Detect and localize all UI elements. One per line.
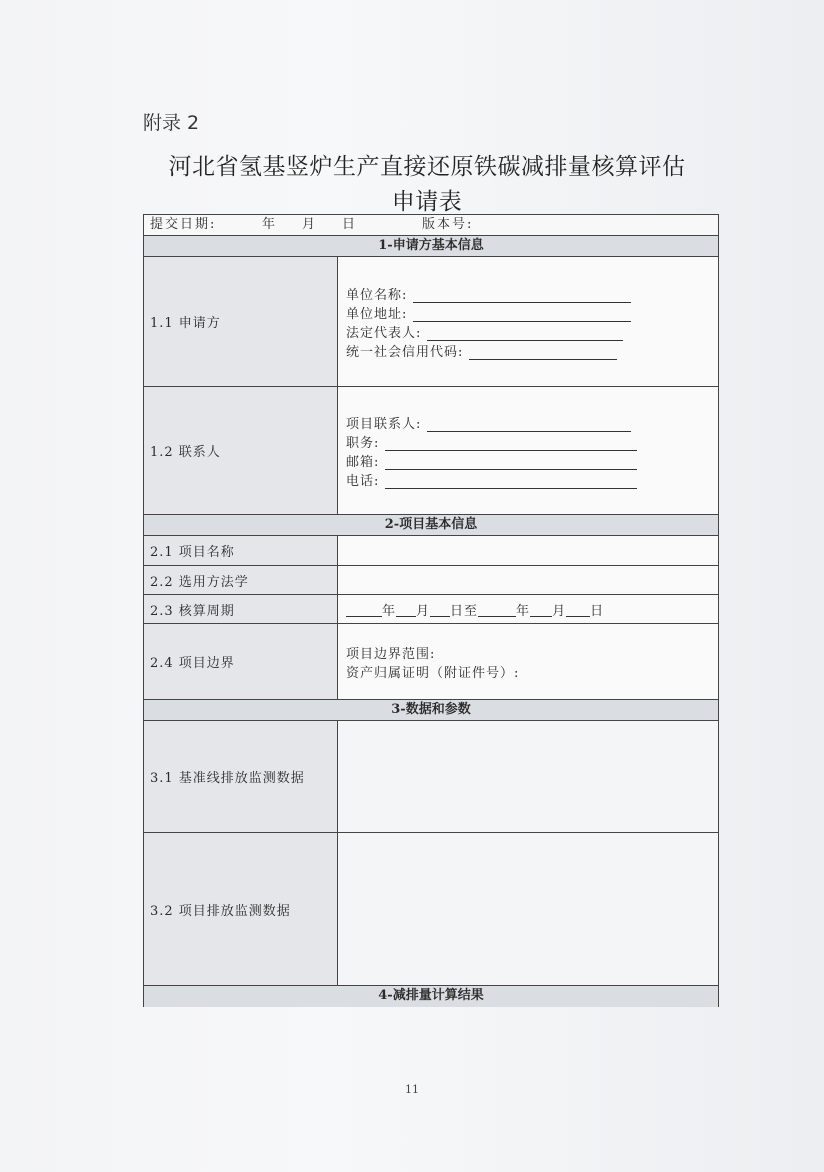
version-label: 版本号: (422, 217, 474, 232)
applicant-row (144, 257, 718, 387)
start-month-blank[interactable] (396, 602, 416, 617)
section-header-3: 3-数据和参数 (144, 700, 718, 721)
project-boundary-cell[interactable] (338, 624, 718, 699)
section-header-1: 1-申请方基本信息 (144, 236, 718, 257)
contact-fields-cell (338, 387, 718, 514)
page-number: 11 (405, 1083, 419, 1096)
contact-person-blank[interactable] (427, 418, 631, 432)
position-field[interactable]: 职务: (346, 432, 637, 451)
project-boundary-row (144, 624, 718, 700)
org-address-field[interactable]: 单位地址: (346, 303, 631, 322)
project-emission-label: 3.2 项目排放监测数据 (144, 833, 338, 985)
project-name-row (144, 536, 718, 566)
contact-label: 1.2 联系人 (144, 387, 338, 514)
email-blank[interactable] (385, 456, 637, 470)
submit-date-label: 提交日期: (150, 217, 217, 232)
end-month-blank[interactable] (530, 602, 552, 617)
accounting-period-cell: 年 月 日至 年 月 日 (338, 595, 718, 623)
org-address-blank[interactable] (413, 308, 631, 322)
contact-row (144, 387, 718, 515)
org-name-blank[interactable] (413, 289, 631, 303)
project-emission-row (144, 833, 718, 986)
baseline-data-row (144, 721, 718, 833)
asset-ownership-field: 资产归属证明（附证件号）: (346, 665, 520, 681)
legal-rep-blank[interactable] (427, 327, 623, 341)
methodology-label: 2.2 选用方法学 (144, 566, 338, 594)
appendix-label: 附录 2 (143, 112, 200, 134)
email-field[interactable]: 邮箱: (346, 451, 637, 470)
methodology-input[interactable] (338, 566, 718, 594)
phone-field[interactable]: 电话: (346, 470, 637, 489)
accounting-period-label: 2.3 核算周期 (144, 595, 338, 623)
start-year-blank[interactable] (346, 602, 382, 617)
form-title-line2: 申请表 (391, 189, 463, 215)
project-name-label: 2.1 项目名称 (144, 536, 338, 565)
credit-code-blank[interactable] (469, 346, 617, 360)
accounting-period-row (144, 595, 718, 624)
credit-code-field[interactable]: 统一社会信用代码: (346, 341, 631, 360)
section-header-4: 4-减排量计算结果 (144, 986, 718, 1007)
date-month-label: 月 (302, 217, 318, 232)
header-row (144, 215, 718, 236)
contact-person-field[interactable]: 项目联系人: (346, 413, 637, 432)
applicant-label: 1.1 申请方 (144, 257, 338, 386)
date-day-label: 日 (342, 217, 358, 232)
position-blank[interactable] (385, 437, 637, 451)
boundary-scope-field: 项目边界范围: (346, 646, 436, 662)
date-year-label: 年 (262, 217, 278, 232)
end-year-blank[interactable] (478, 602, 516, 617)
legal-rep-field[interactable]: 法定代表人: (346, 322, 631, 341)
applicant-fields-cell (338, 257, 718, 386)
baseline-data-label: 3.1 基准线排放监测数据 (144, 721, 338, 832)
phone-blank[interactable] (385, 475, 637, 489)
start-day-blank[interactable] (430, 602, 450, 617)
end-day-blank[interactable] (566, 602, 590, 617)
project-boundary-label: 2.4 项目边界 (144, 624, 338, 699)
project-name-input[interactable] (338, 536, 718, 565)
methodology-row (144, 566, 718, 595)
org-name-field[interactable]: 单位名称: (346, 284, 631, 303)
baseline-data-input[interactable] (338, 721, 718, 832)
application-form-table (143, 214, 719, 1007)
form-title-line1: 河北省氢基竖炉生产直接还原铁碳减排量核算评估 (168, 154, 686, 180)
project-emission-input[interactable] (338, 833, 718, 985)
section-header-2: 2-项目基本信息 (144, 515, 718, 536)
